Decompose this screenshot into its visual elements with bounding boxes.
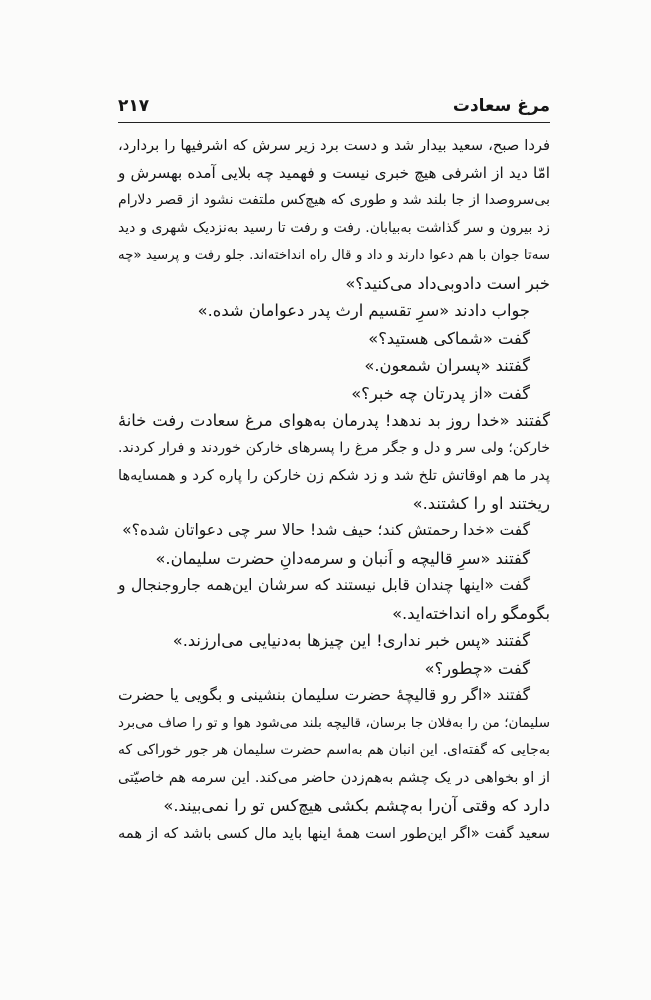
text-line: به‌جایی که گفته‌ای. این انبان هم به‌اسم حضرت سلیمان هر جور خوراکی که	[118, 742, 550, 758]
text-line: جواب دادند «سرِ تقسیم ارث پدر دعوامان شده.»	[197, 301, 530, 320]
text-line: زد بیرون و سر گذاشت به‌بیابان. رفت و رفت تا رسید به‌نزدیک شهری و دید	[118, 219, 550, 236]
text-line: از او بخواهی در یک چشم به‌هم‌زدن حاضر می‌کند. این سرمه هم خاصیّتی	[118, 769, 550, 786]
page-header	[118, 94, 550, 120]
text-line: بگومگو راه انداخته‌اید.»	[392, 603, 550, 623]
text-line: گفتند «اگر رو قالیچهٔ حضرت سلیمان بنشینی و بگویی یا حضرت	[118, 686, 530, 704]
text-line: گفتند «پس خبر نداری! این چیزها به‌دنیایی می‌ارزند.»	[172, 631, 530, 650]
text-line: گفت «چطور؟»	[424, 658, 530, 678]
text-line: بی‌سروصدا از جا بلند شد و طوری که هیچ‌کس ملتفت نشود از قصر دلارام	[118, 192, 550, 208]
text-line: سه‌تا جوان با هم دعوا دارند و داد و قال راه انداخته‌اند. جلو رفت و پرسید «چه	[118, 248, 550, 263]
text-line: پدر ما هم اوقاتش تلخ شد و زد شکم زن خارکن را پاره کرد و همسایه‌ها	[118, 467, 550, 484]
text-line: گفتند «خدا روز بد ندهد! پدرمان به‌هوای مرغ سعادت رفت خانهٔ	[118, 411, 550, 430]
text-line: گفت «اینها چندان قابل نیستند که سرشان این‌همه جاروجنجال و	[118, 576, 530, 594]
text-line: ریختند او را کشتند.»	[412, 493, 550, 513]
text-line: سعید گفت «اگر این‌طور است همهٔ اینها باید مال کسی باشد که از همه	[118, 824, 550, 842]
text-line: خارکن؛ ولی سر و دل و جگر مرغ را پسرهای خارکن خوردند و فرار کردند.	[118, 439, 550, 456]
text-line: گفتند «پسران شمعون.»	[364, 356, 530, 375]
text-line: سلیمان؛ من را به‌فلان جا برسان، قالیچه بلند می‌شود هوا و تو را صاف می‌برد	[118, 715, 550, 731]
page-number: ۲۱۷	[118, 96, 150, 116]
body-text	[118, 132, 550, 847]
text-line: گفت «خدا رحمتش کند؛ حیف شد! حالا سر چی دعواتان شده؟»	[122, 521, 530, 539]
text-line: گفت «از پدرتان چه خبر؟»	[351, 383, 530, 403]
text-line: گفت «شماکی هستید؟»	[368, 328, 530, 348]
text-line: دارد که وقتی آن‌را به‌چشم بکشی هیچ‌کس تو را نمی‌بیند.»	[163, 796, 550, 815]
text-line: خبر است دادوبی‌داد می‌کنید؟»	[345, 273, 550, 293]
header-rule	[118, 122, 550, 123]
text-line: امّا دید از اشرفی هیچ خبری نیست و فهمید چه بلایی آمده بهسرش و	[118, 163, 550, 182]
running-title: مرغ سعادت	[452, 96, 550, 116]
text-line: فردا صبح، سعید بیدار شد و دست برد زیر سرش که اشرفیها را بردارد،	[118, 137, 550, 154]
text-line: گفتند «سرِ قالیچه و اَنبان و سرمه‌دانِ حضرت سلیمان.»	[155, 548, 530, 568]
